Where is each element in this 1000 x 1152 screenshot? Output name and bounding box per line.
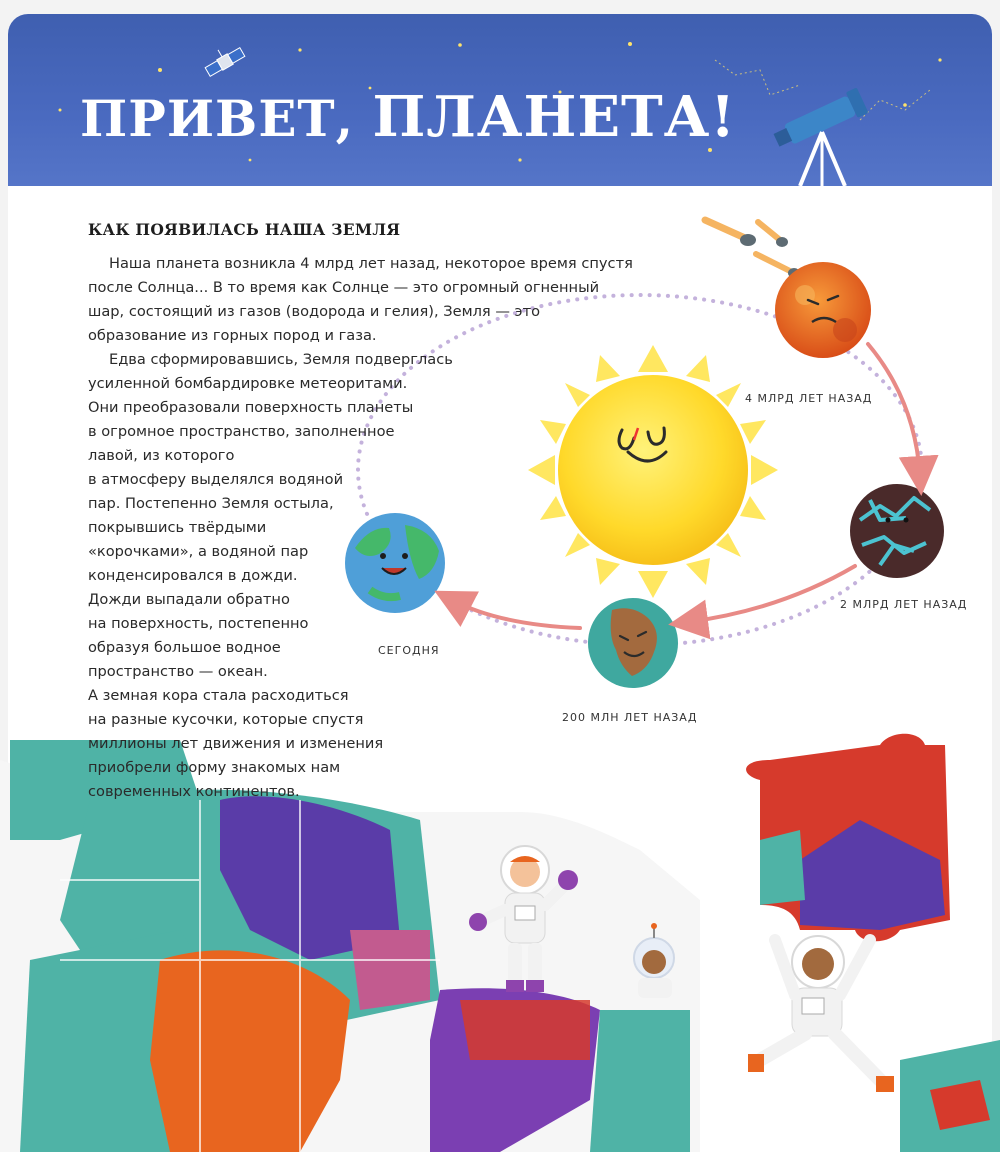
page-title [80,84,736,150]
body-line: на разные кусочки, которые спустя [88,711,364,728]
caption-200-million: 200 МЛН ЛЕТ НАЗАД [562,711,698,724]
page-text [8,14,992,1152]
body-line: А земная кора стала расходиться [88,687,349,704]
body-line: Едва сформировавшись, Земля подверглась [109,351,453,368]
body-line: конденсировался в дожди. [88,567,298,584]
body-line: шар, состоящий из газов (водорода и гелия), Земля — это [88,303,541,320]
body-line: лавой, из которого [88,447,235,464]
body-line: пар. Постепенно Земля остыла, [88,495,334,512]
body-line: образование из горных пород и газа. [88,327,377,344]
title-part-2: ПЛАНЕТА! [372,84,736,150]
caption-4-billion: 4 МЛРД ЛЕТ НАЗАД [745,392,873,405]
title-part-1: ПРИВЕТ, [80,89,373,148]
body-line: после Солнца... В то время как Солнце — это огромный огненный [88,279,600,296]
body-line: «корочками», а водяной пар [88,543,309,560]
body-line: в атмосферу выделялся водяной [88,471,344,488]
body-line: миллионы лет движения и изменения [88,735,384,752]
section-heading: КАК ПОЯВИЛАСЬ НАША ЗЕМЛЯ [88,220,401,239]
body-line: пространство — океан. [88,663,268,680]
body-line: образуя большое водное [88,639,281,656]
body-line: Они преобразовали поверхность планеты [88,399,414,416]
body-line: усиленной бомбардировке метеоритами. [88,375,408,392]
body-line: Наша планета возникла 4 млрд лет назад, некоторое время спустя [109,255,633,272]
caption-today: СЕГОДНЯ [378,644,440,657]
body-line: на поверхность, постепенно [88,615,309,632]
body-line: покрывшись твёрдыми [88,519,267,536]
body-line: Дожди выпадали обратно [88,591,290,608]
caption-2-billion: 2 МЛРД ЛЕТ НАЗАД [840,598,968,611]
body-line: в огромное пространство, заполненное [88,423,395,440]
body-line: приобрели форму знакомых нам [88,759,341,776]
body-line: современных континентов. [88,783,300,800]
